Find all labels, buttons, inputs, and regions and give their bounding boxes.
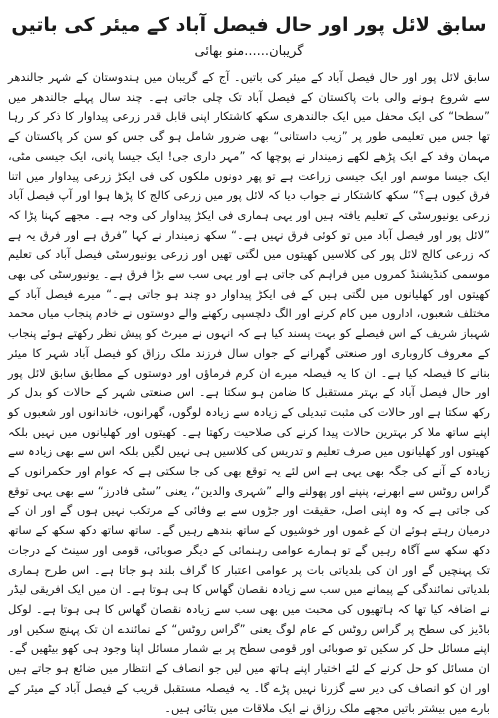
column-body-text: سابق لائل پور اور حال فیصل آباد کے میئر کی باتیں۔ آج کے گریبان میں ہندوستان کے شہر جالندھر سے شروع ہونے والی بات پاکستان کے فیصل آباد تک چلی جاتی ہے۔ چند سال پہلے جالندھر میں ”سطحا“ کی ایک محفل میں ایک جالندھری سکھ کاشتکار اپنی قابل قدر زرعی پیداوار کا ذکر کر رہا تھا جس میں تعلیمی طور پر ”زیب داستانی“ بھی ضرور شامل ہو گی جس کو سن کر پاکستان کے مہمان وفد کے ایک پڑھے لکھے زمیندار نے پوچھا کہ ”مہر داری جی! ایک جیسا پانی، ایک جیسی مٹی، ایک جیسا موسم اور ایک جیسی زراعت ہے تو پھر دونوں ملکوں کی فی ایکڑ زرعی پیداوار میں اتنا فرق کیوں ہے؟“ سکھ کاشتکار نے جواب دیا کہ لائل پور میں زرعی کالج کا پڑھا ہوا اور آپ فیصل آباد زرعی یونیورسٹی کے تعلیم یافتہ ہیں اور یہی ہماری فی ایکڑ پیداوار کی وجہ ہے۔ مجھے کہنا پڑا کہ ”لائل پور اور فیصل آباد میں تو کوئی فرق نہیں ہے۔“ سکھ زمیندار نے کہا ”فرق ہے اور فرق یہ ہے کہ زرعی کالج لائل پور کی کلاسیں کھیتوں میں لگتی تھیں اور زرعی یونیورسٹی فیصل آباد کی تعلیم موسمی کنڈیشنڈ کمروں میں فراہم کی جاتی ہے اور یہی سب سے بڑا فرق ہے۔ یونیورسٹی کی بھی کھیتوں اور کھلیانوں میں لگتی ہیں کے فی ایکڑ پیداوار دو چند ہو جاتی ہے۔“ میرے فیصل آباد کے مختلف شعبوں، اداروں میں کام کرنے اور الگ دلچسپی رکھنے والے دوستوں نے خادم پنجاب میاں محمد شہباز شریف کے اس فیصلے کو بہت پسند کیا ہے کہ انہوں نے میرٹ کو پیش نظر رکھتے ہوئے پنجاب کے معروف کاروباری اور صنعتی گھرانے کے جواں سال فرزند ملک رزاق کو فیصل آباد شہر کا میئر بنانے کا فیصلہ کیا ہے۔ ان کا یہ فیصلہ میرے ان کرم فرماؤں اور دوستوں کے مطابق سابق لائل پور اور حال فیصل آباد کے بہتر مستقبل کا ضامن ہو سکتا ہے۔ اس صنعتی شہر کے حالات کو بدل کر رکھ سکتا ہے اور حالات کی مثبت تبدیلی کے زیادہ سے زیادہ لوگوں، گھرانوں، خاندانوں اور شعبوں کو اپنے ساتھ ملا کر بہترین حالات پیدا کرنے کی صلاحیت رکھتا ہے۔ کھیتوں اور کھلیانوں میں نہیں بلکہ کھیتوں اور کھلیانوں میں صرف تعلیم و تدریس کی کلاسیں ہی نہیں لگیں بلکہ اس سے بھی زیادہ سے زیادہ کے آنے کی جگہ بھی یہی ہے اس لئے یہ توقع بھی کی جا سکتی ہے کہ عوام اور حکمرانوں کے گراس روٹس سے ابھرنے، پنپنے اور پھولنے والے ”شہری والدین“، یعنی ”سٹی فادرز“ سے بھی یہی توقع کی جاتی ہے کہ وہ اپنی اصل، حقیقت اور جڑوں سے بے وفائی کے مرتکب نہیں ہوں گے اور ان کے درمیان رہتے ہوئے ان کے غموں اور خوشیوں کے ساتھ بندھے رہیں گے۔ ساتھ ساتھ دکھ سکھ کے ساتھ دکھ سکھ سے آگاہ رہیں گے تو ہمارے عوامی رہنمائی کے دیگر صوبائی، قومی اور سینٹ کے درجات تک پہنچیں گے اور ان کی بلدیاتی بات پر عوامی اعتبار کا گراف بلند ہو جاتا ہے۔ اس طرح ہماری بلدیاتی نمائندگی کے پیمانے میں سب سے زیادہ نقصان گھاس کا ہی ہوتا ہے۔ ان میں ایک افریقی لیڈر نے اضافہ کیا تھا کہ ہاتھیوں کی محبت میں بھی سب سے زیادہ نقصان گھاس کا ہی ہوتا ہے۔ لوکل باڈیز کی سطح پر گراس روٹس کے عام لوگ یعنی ”گراس روٹس“ کے نمائندے ان تک پہنچ سکیں اور اپنے مسائل حل کر سکیں تو صوبائی اور قومی سطح پر بے شمار مسائل اپنا وجود ہی کھو بیٹھیں گے۔ ان مسائل کو حل کرنے کے لئے اختیار اپنے ہاتھ میں لیں جو انصاف کے انتظار میں ضائع ہو جاتے ہیں اور ان کو انصاف کی دیر سے گزرنا نہیں پڑے گا۔ یہ فیصلہ مستقبل قریب کے فیصل آباد کے میئر کے بارے میں بیشتر باتیں مجھے ملک رزاق نے ایک ملاقات میں بتائی ہیں۔	[8, 70, 490, 715]
columnist-byline: گریبان......منو بھائی	[194, 44, 304, 59]
column-headline: سابق لائل پور اور حال فیصل آباد کے میئر کی باتیں	[11, 14, 487, 36]
